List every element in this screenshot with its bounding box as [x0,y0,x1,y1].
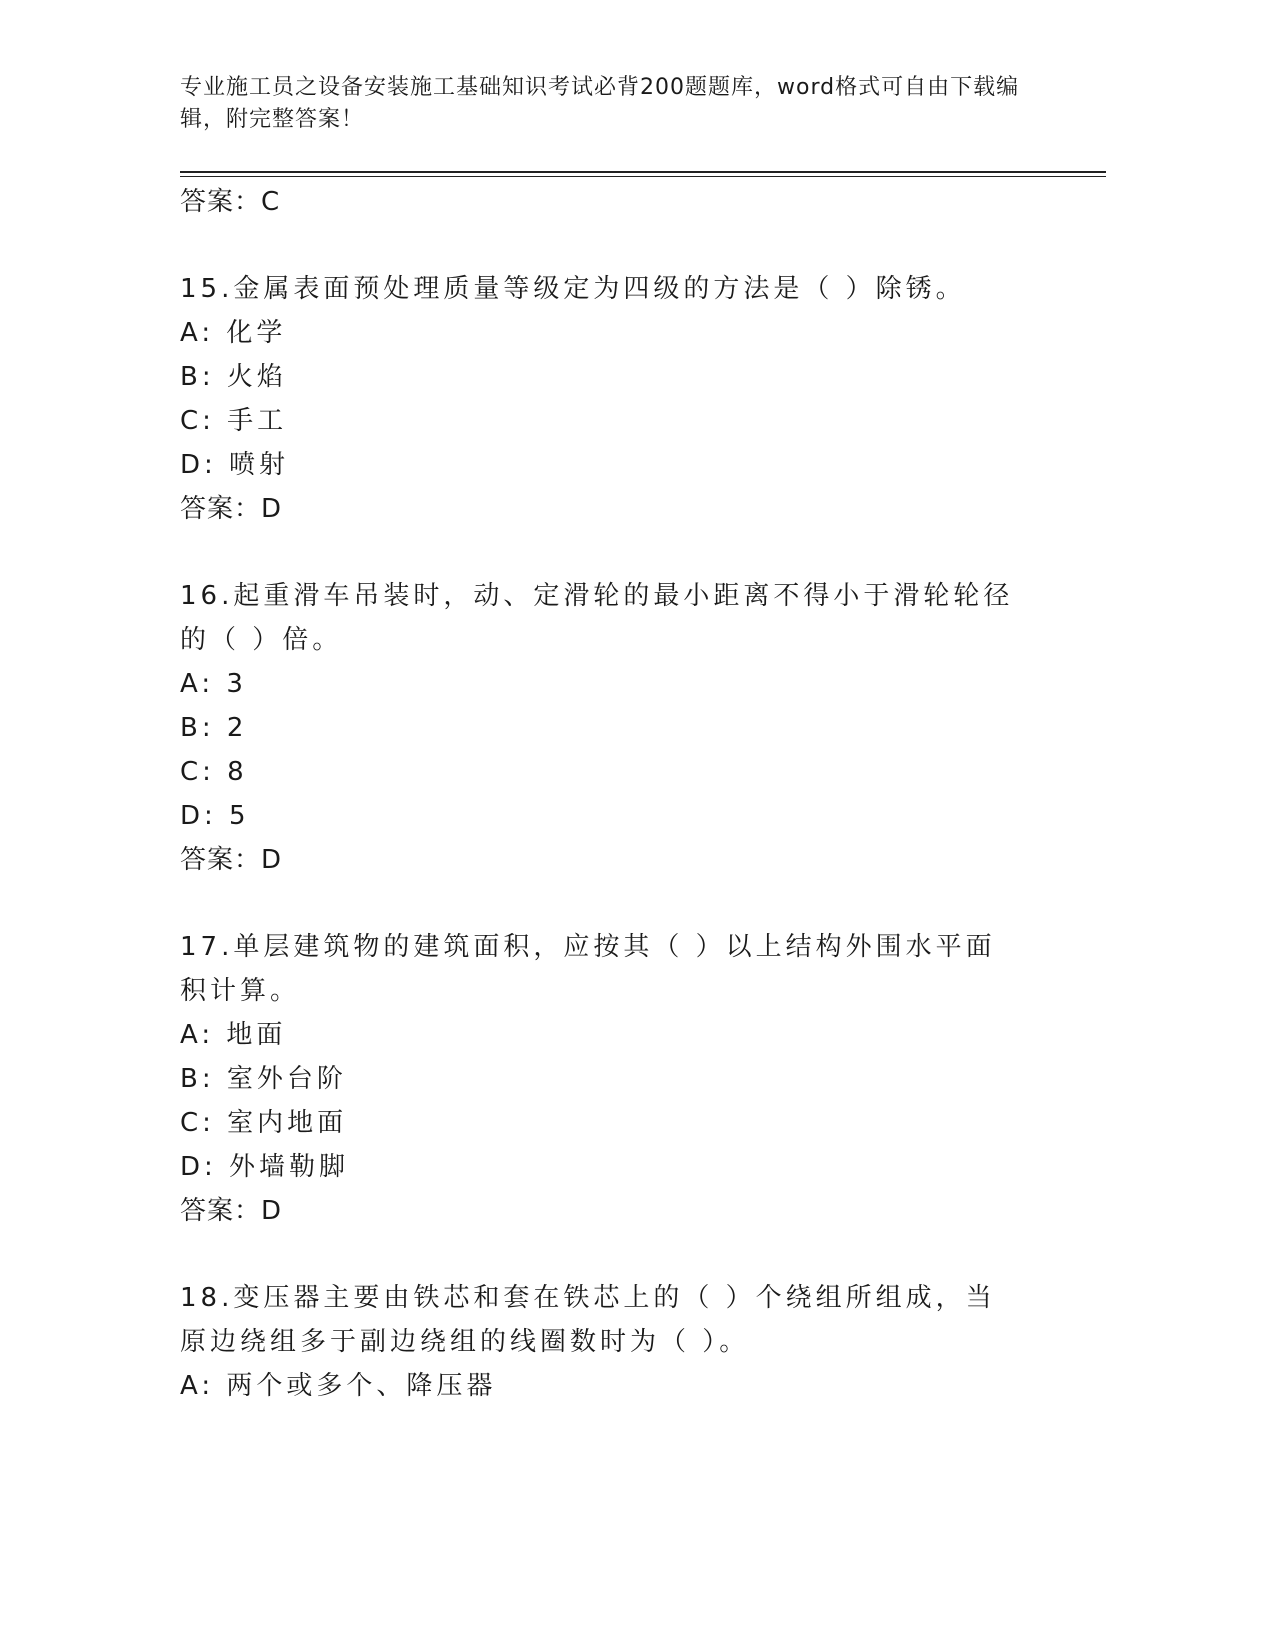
question-15 [180,267,1020,531]
option-d: D: 喷射 [180,450,290,480]
header-rule-thin [180,176,1106,177]
question-stem: 16.起重滑车吊装时，动、定滑轮的最小距离不得小于滑轮轮径的（ ）倍。 [180,581,1014,655]
option-a: A: 化学 [180,318,287,348]
option-d: D: 5 [180,801,250,831]
question-answer: 答案：D [180,494,283,524]
header-rule-thick [180,171,1106,173]
spacer [180,882,1020,925]
question-list [180,180,1020,1408]
question-stem: 15.金属表面预处理质量等级定为四级的方法是（ ）除锈。 [180,274,966,304]
option-c: C: 手工 [180,406,288,436]
option-b: B: 2 [180,713,248,743]
spacer [180,224,1020,267]
option-a: A: 地面 [180,1020,287,1050]
question-16 [180,574,1020,882]
option-c: C: 室内地面 [180,1108,348,1138]
question-stem: 18.变压器主要由铁芯和套在铁芯上的（ ）个绕组所组成，当原边绕组多于副边绕组的线圈数时为（ ）。 [180,1283,996,1357]
page-header-title: 专业施工员之设备安装施工基础知识考试必背200题题库，word格式可自由下载编辑，附完整答案！ [180,75,1020,132]
option-a: A: 3 [180,669,247,699]
option-c: C: 8 [180,757,248,787]
option-a: A: 两个或多个、降压器 [180,1371,497,1401]
question-stem: 17.单层建筑物的建筑面积，应按其（ ）以上结构外围水平面积计算。 [180,932,996,1006]
spacer [180,1233,1020,1276]
option-b: B: 室外台阶 [180,1064,347,1094]
option-d: D: 外墙勒脚 [180,1152,350,1182]
previous-answer: 答案：C [180,187,281,217]
spacer [180,531,1020,574]
question-answer: 答案：D [180,845,283,875]
option-b: B: 火焰 [180,362,287,392]
question-17 [180,925,1020,1233]
question-answer: 答案：D [180,1196,283,1226]
question-18 [180,1276,1020,1408]
